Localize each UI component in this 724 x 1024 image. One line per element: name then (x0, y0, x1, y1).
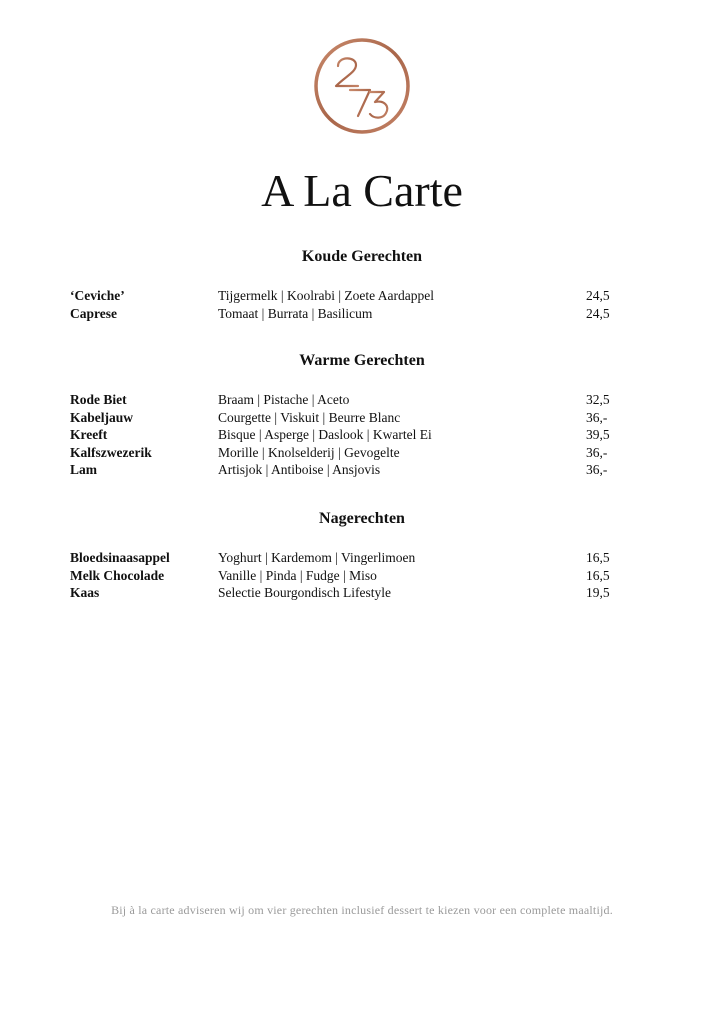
menu-item (0, 409, 724, 427)
footer-note: Bij à la carte adviseren wij om vier gerechten inclusief dessert te kiezen voor een complete maaltijd. (111, 903, 613, 917)
dish-price: 32,5 (586, 392, 610, 407)
menu-items (0, 391, 724, 479)
menu-item (0, 305, 724, 323)
logo-emblem-icon (312, 36, 412, 136)
dish-name: Kabeljauw (70, 409, 134, 425)
section-title: Koude Gerechten (301, 248, 423, 265)
dish-description: Selectie Bourgondisch Lifestyle (218, 585, 391, 600)
dish-price: 36,- (586, 409, 608, 425)
dish-description: Bisque | Asperge | Daslook | Kwartel Ei (218, 427, 432, 442)
dish-price: 39,5 (586, 427, 610, 442)
menu-section-nagerechten (0, 509, 724, 602)
menu-item (0, 391, 724, 409)
menu-item (0, 461, 724, 479)
dish-description: Yoghurt | Kardemom | Vingerlimoen (218, 550, 416, 565)
dish-price: 16,5 (586, 567, 610, 583)
menu-item (0, 549, 724, 567)
dish-name: Kalfszwezerik (70, 444, 152, 460)
page-title: A La Carte (261, 165, 463, 216)
dish-name: Melk Chocolade (70, 567, 165, 583)
dish-description: Braam | Pistache | Aceto (218, 392, 350, 407)
dish-price: 36,- (586, 462, 608, 477)
dish-description: Artisjok | Antiboise | Ansjovis (218, 462, 381, 477)
menu-item (0, 426, 724, 444)
dish-price: 19,5 (586, 585, 610, 600)
dish-price: 24,5 (586, 305, 610, 321)
dish-description: Morille | Knolselderij | Gevogelte (218, 444, 400, 460)
menu-section-warme-gerechten (0, 351, 724, 479)
dish-name: Kreeft (70, 427, 108, 442)
section-title: Nagerechten (319, 510, 405, 527)
dish-description: Courgette | Viskuit | Beurre Blanc (218, 409, 401, 425)
dish-price: 36,- (586, 444, 608, 460)
menu-item (0, 287, 724, 305)
section-title: Warme Gerechten (299, 352, 425, 369)
restaurant-logo (312, 36, 412, 136)
dish-description: Vanille | Pinda | Fudge | Miso (218, 567, 377, 583)
menu-item (0, 584, 724, 602)
menu-section-koude-gerechten (0, 247, 724, 322)
dish-name: Kaas (70, 585, 100, 600)
dish-name: Bloedsinaasappel (70, 550, 170, 565)
dish-description: Tijgermelk | Koolrabi | Zoete Aardappel (218, 288, 434, 303)
dish-price: 24,5 (586, 288, 610, 303)
menu-item (0, 567, 724, 585)
menu-items (0, 287, 724, 322)
dish-name: Lam (70, 462, 97, 477)
dish-description: Tomaat | Burrata | Basilicum (218, 305, 373, 321)
dish-name: ‘Ceviche’ (70, 288, 125, 303)
menu-items (0, 549, 724, 602)
dish-name: Caprese (70, 305, 117, 321)
dish-price: 16,5 (586, 550, 610, 565)
menu-item (0, 444, 724, 462)
dish-name: Rode Biet (70, 392, 127, 407)
